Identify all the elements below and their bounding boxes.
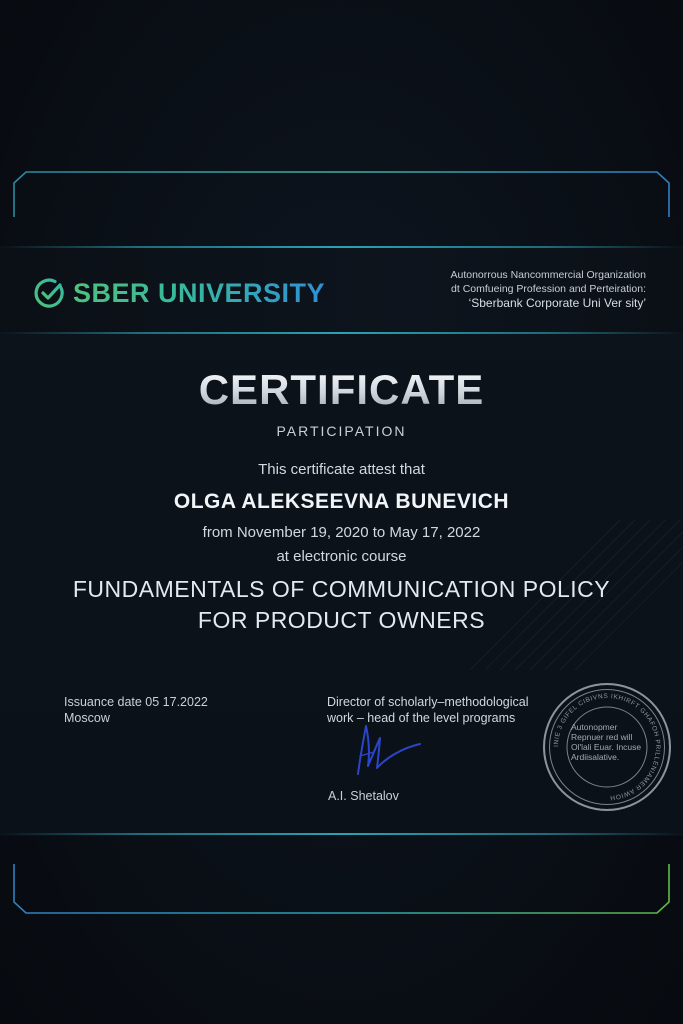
header-top-line — [0, 246, 683, 248]
seal-inner-text — [545, 722, 669, 762]
org-line-2: dt Comfueing Profession and Perteiration: — [451, 283, 646, 295]
issuance-city: Moscow — [64, 711, 110, 725]
sber-university-logo — [33, 276, 325, 310]
attest-text: This certificate attest that — [258, 461, 425, 478]
seal-line-3: Ol'lali Euar. Incuse — [571, 742, 642, 752]
certificate-subtitle: PARTICIPATION — [276, 423, 407, 439]
card-bottom-line — [0, 833, 683, 835]
seal-line-2: Repnuer red will — [571, 732, 633, 742]
bottom-frame-decoration — [13, 862, 670, 914]
director-line-2: work – head of the level programs — [327, 711, 516, 725]
seal-line-4: Ardiisalative. — [571, 752, 620, 762]
issuance-date: Issuance date 05 17.2022 — [64, 695, 208, 709]
sber-check-circle-icon — [33, 277, 65, 309]
signer-name: A.I. Shetalov — [328, 789, 399, 803]
logo-text: SBER UNIVERSITY — [73, 277, 326, 308]
seal-ring-text: INIЕ 3 GIFEL CIBIVNS IKHIRFT GHAFOH PRILLENIAMER AWIOH — [552, 692, 662, 801]
header-bottom-line — [0, 332, 683, 334]
org-line-3: ‘Sberbank Corporate Uni Ver sity’ — [468, 296, 646, 310]
issuance-info — [64, 694, 208, 726]
certificate-title: CERTIFICATE — [0, 366, 683, 414]
course-title-line-1: FUNDAMENTALS OF COMMUNICATION POLICY — [72, 576, 611, 602]
director-line-1: Director of scholarly–methodological — [327, 695, 529, 709]
recipient-name: OLGA ALEKSEEVNA BUNEVICH — [173, 490, 510, 513]
seal-line-1: Autonopmer — [571, 722, 618, 732]
course-title-line-2: FOR PRODUCT OWNERS — [197, 607, 486, 633]
org-line-1: Autonorrous Nancommercial Organization — [450, 269, 646, 281]
official-seal — [543, 683, 671, 811]
course-dates: from November 19, 2020 to May 17, 2022 — [202, 524, 481, 541]
signature-mark — [352, 722, 424, 780]
course-label: at electronic course — [276, 548, 407, 565]
top-frame-decoration — [13, 171, 670, 219]
organization-name — [450, 268, 646, 310]
